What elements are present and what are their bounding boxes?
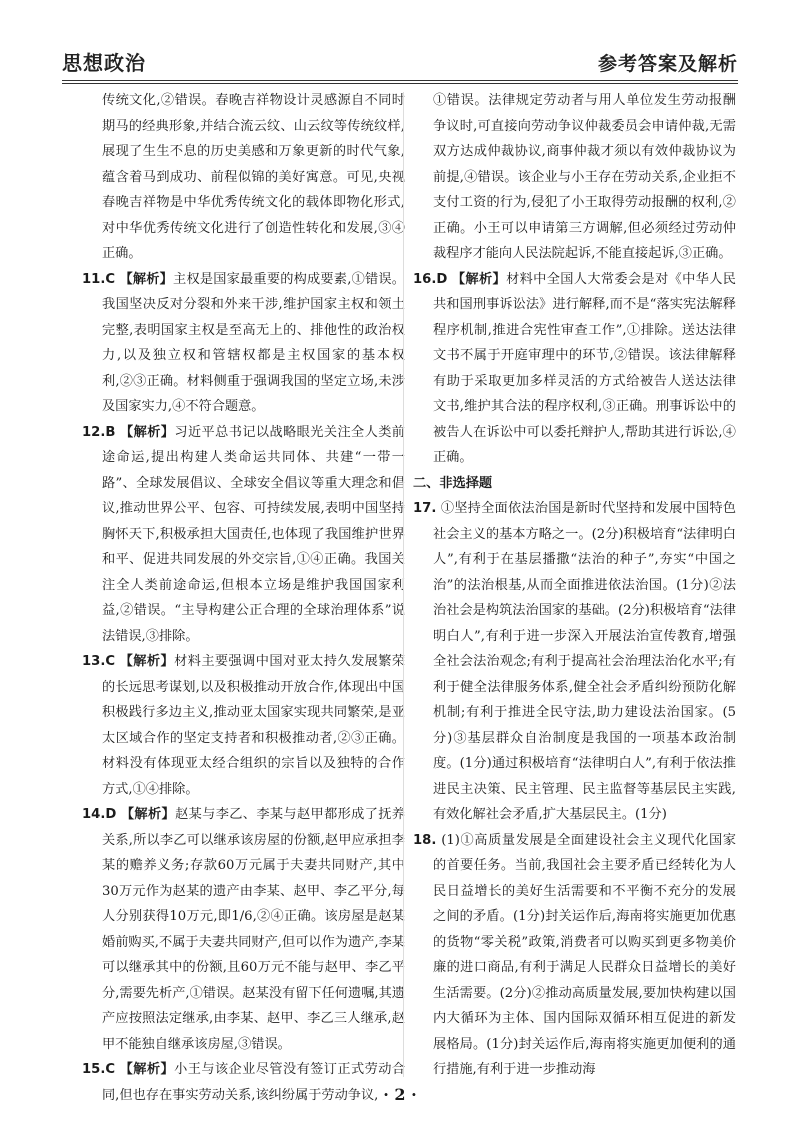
- answer-text: 传统文化,②错误。春晚吉祥物设计灵感源自不同时期马的经典形象,并结合流云纹、山云纹等传统纹样,展现了生生不息的历史美感和万象更新的时代气象,蕴含着马到成功、前程似锦的美好寓意。可见,央视春晚吉祥物是中华优秀传统文化的载体即物化形式,对中华优秀传统文化进行了创造性转化和发展,③④正确。: [102, 93, 405, 261]
- analysis-tag: 【解析】: [119, 271, 174, 287]
- right-column: [413, 88, 736, 1083]
- analysis-tag: 【解析】: [119, 654, 175, 669]
- answer-text: (1)①高质量发展是全面建设社会主义现代化国家的首要任务。当前,我国社会主要矛盾已经转化为人民日益增长的美好生活需要和不平衡不充分的发展之间的矛盾。(1分)封关运作后,海南将实施更加优惠的货物“零关税”政策,消费者可以购买到更多物美价廉的进口商品,有利于满足人民群众日益增长的美好生活需要。(2分)②推动高质量发展,要加快构建以国内大循环为主体、国内国际双循环相互促进的新发展格局。(1分)封关运作后,海南将实施更加便利的通行措施,有利于进一步推动海: [433, 832, 736, 1077]
- answer-text: 材料主要强调中国对亚太持久发展繁荣的长远思考谋划,以及积极推动开放合作,体现出中国积极践行多边主义,推动亚太国家实现共同繁荣,是亚太区域合作的坚定支持者和积极推动者,②③正确。材料没有体现亚太经合组织的宗旨以及独特的合作方式,①④排除。: [102, 654, 406, 797]
- question-number: 14.D: [82, 807, 117, 822]
- answer-continuation: [413, 88, 736, 267]
- answer-text: ①错误。法律规定劳动者与用人单位发生劳动报酬争议时,可直接向劳动争议仲裁委员会申请仲裁,无需双方达成仲裁协议,商事仲裁才须以有效仲裁协议为前提,④错误。该企业与小王存在劳动关系,企业拒不支付工资的行为,侵犯了小王取得劳动报酬的权利,②正确。小王可以申请第三方调解,但必须经过劳动仲裁程序才能向人民法院起诉,不能直接起诉,③正确。: [433, 93, 736, 261]
- question-number: 17.: [413, 501, 437, 516]
- question-number: 16.D: [413, 271, 448, 287]
- answer-item: [82, 802, 405, 1057]
- answer-text: 材料中全国人大常委会是对《中华人民共和国刑事诉讼法》进行解释,而不是“落实宪法解释程序机制,推进合宪性审查工作”,①排除。送达法律文书不属于开庭审理中的环节,②错误。该法律解释有助于采取更加多样灵活的方式给被告人送达法律文书,维护其合法的程序权利,③正确。刑事诉讼中的被告人在诉讼中可以委托辩护人,帮助其进行诉讼,④正确。: [433, 271, 736, 465]
- answer-continuation: [82, 88, 405, 267]
- page-number: · 2 ·: [383, 1085, 417, 1104]
- answer-text: 小王与该企业尽管没有签订正式劳动合同,但也存在事实劳动关系,该纠纷属于劳动争议,: [102, 1062, 406, 1103]
- analysis-tag: 【解析】: [451, 271, 507, 287]
- answer-item: [82, 420, 405, 650]
- question-number: 18.: [413, 832, 437, 848]
- analysis-tag: 【解析】: [120, 807, 176, 822]
- column-divider: [403, 92, 404, 1077]
- analysis-tag: 【解析】: [119, 1062, 175, 1077]
- answer-item: [82, 649, 405, 802]
- answer-text: 主权是国家最重要的构成要素,①错误。我国坚决反对分裂和外来干涉,维护国家主权和领土完整,表明国家主权是至高无上的、排他性的政治权力,以及独立权和管辖权都是主权国家的基本权利,②③正确。材料侧重于强调我国的坚定立场,未涉及国家实力,④不符合题意。: [102, 271, 405, 414]
- answer-text: ①坚持全面依法治国是新时代坚持和发展中国特色社会主义的基本方略之一。(2分)积极培育“法律明白人”,有利于在基层播撒“法治的种子”,夯实“中国之治”的法治根基,从而全面推进依法治国。(1分)②法治社会是构筑法治国家的基础。(2分)积极培育“法律明白人”,有利于进一步深入开展法治宣传教育,增强全社会法治观念;有利于提高社会治理法治化水平;有利于健全法律服务体系,健全社会矛盾纠纷预防化解机制;有利于推进全民守法,助力建设法治国家。(5分)③基层群众自治制度是我国的一项基本政治制度。(1分)通过积极培育“法律明白人”,有利于依法推进民主决策、民主管理、民主监督等基层民主实践,有效化解社会矛盾,扩大基层民主。(1分): [433, 501, 736, 822]
- answer-text: 习近平总书记以战略眼光关注全人类前途命运,提出构建人类命运共同体、共建“一带一路”、全球发展倡议、全球安全倡议等重大理念和倡议,推动世界公平、包容、可持续发展,表明中国坚持胸怀天下,积极承担大国责任,也体现了我国维护世界和平、促进共同发展的外交宗旨,①④正确。我国关注全人类前途命运,但根本立场是维护我国国家利益,②错误。“主导构建公正合理的全球治理体系”说法错误,③排除。: [102, 424, 405, 644]
- question-number: 15.C: [82, 1062, 116, 1077]
- page-header: [62, 40, 738, 80]
- section-heading: 二、非选择题: [413, 475, 493, 491]
- analysis-tag: 【解析】: [120, 424, 175, 440]
- answer-text: 赵某与李乙、李某与赵甲都形成了抚养关系,所以李乙可以继承该房屋的份额,赵甲应承担李某的赡养义务;存款60万元属于夫妻共同财产,其中30万元作为赵某的遗产由李某、赵甲、李乙平分,每人分别获得10万元,即1/6,②④正确。该房屋是赵某婚前购买,不属于夫妻共同财产,但可以作为遗产,李某可以继承其中的份额,且60万元不能与赵甲、李乙平分,需要先析产,①错误。赵某没有留下任何遗嘱,其遗产应按照法定继承,由李某、赵甲、李乙三人继承,赵甲不能独自继承该房屋,③错误。: [102, 807, 405, 1052]
- header-rule-thin: [62, 83, 738, 84]
- answer-item: [413, 267, 736, 471]
- header-rule: [62, 80, 738, 81]
- answer-item: [413, 496, 736, 828]
- question-number: 13.C: [82, 654, 116, 669]
- question-number: 12.B: [82, 424, 116, 440]
- left-column: [82, 88, 405, 1108]
- subject-title: 思想政治: [62, 51, 146, 75]
- answer-item: [82, 267, 405, 420]
- answer-item: [413, 828, 736, 1083]
- section-title: 参考答案及解析: [597, 53, 738, 75]
- question-number: 11.C: [82, 271, 116, 287]
